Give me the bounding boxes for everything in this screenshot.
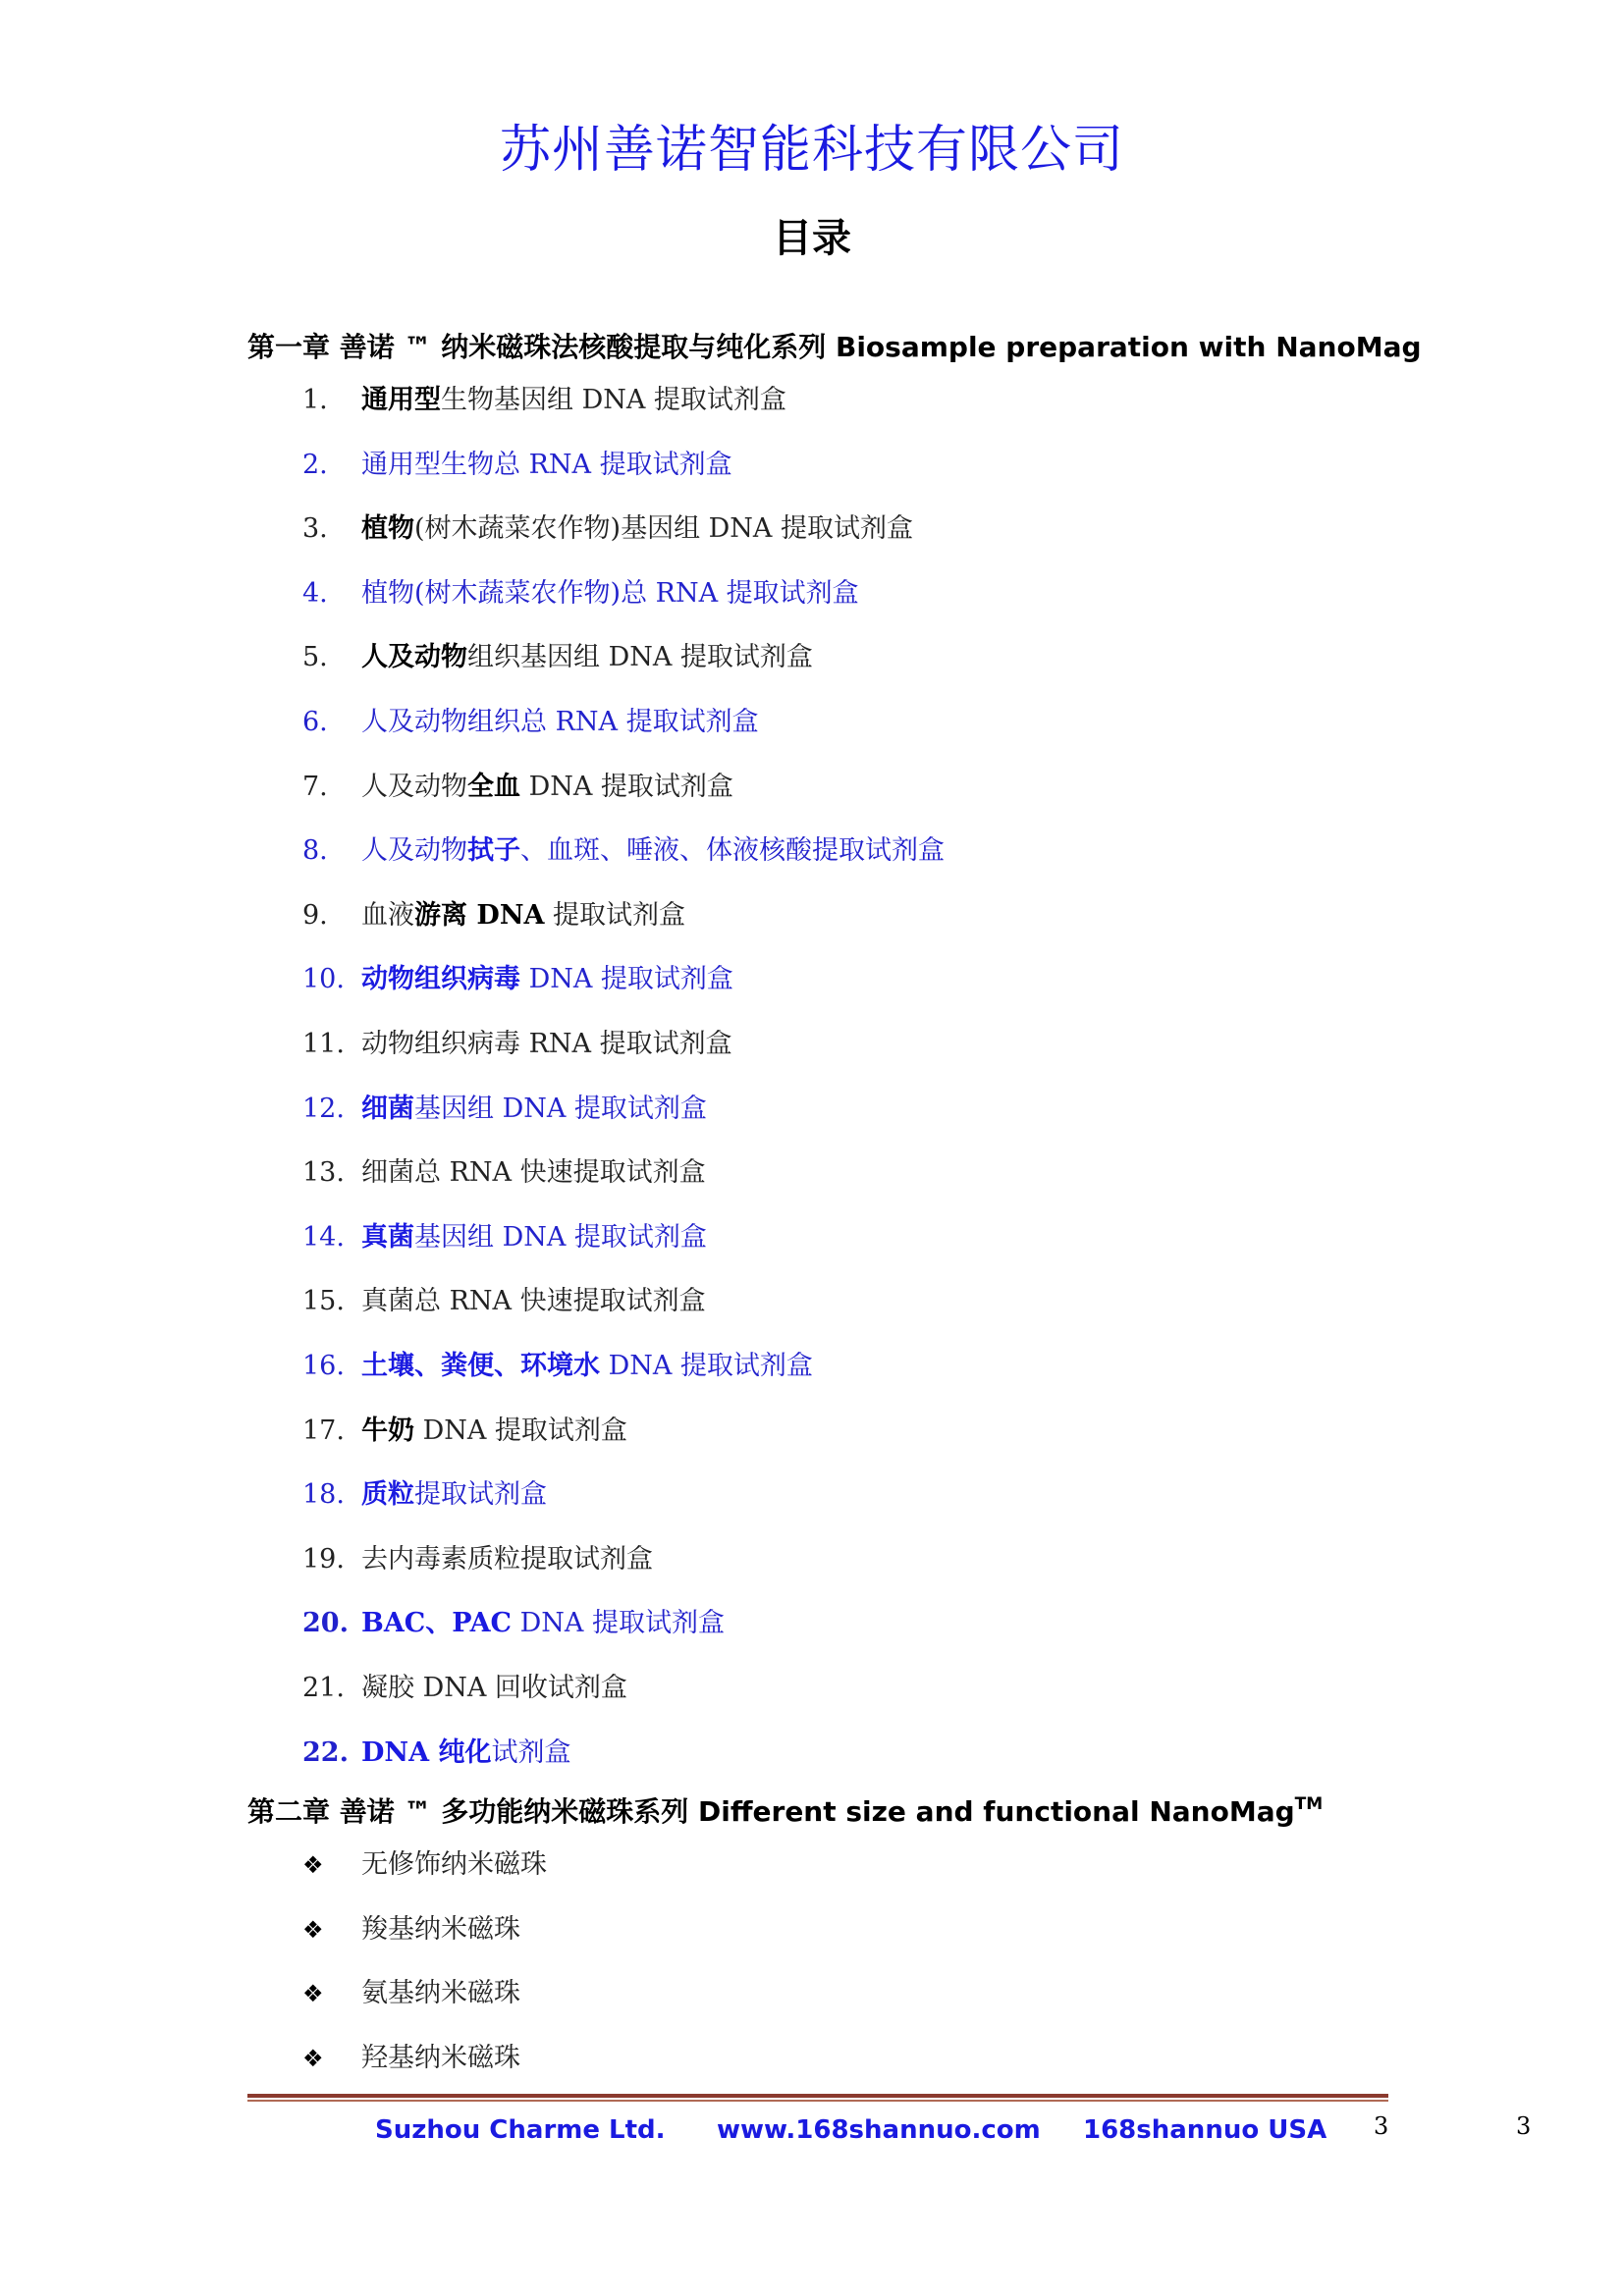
bullet-item[interactable] [302,1908,520,1951]
toc-item-label: 真菌总 RNA 快速提取试剂盒 [361,1286,706,1316]
toc-item-number: 15. [302,1286,345,1316]
toc-item-emphasis: 动物组织病毒 [361,964,520,994]
diamond-bullet-icon: ❖ [302,2045,324,2072]
company-name: 苏州善诺智能科技有限公司 [499,121,1124,180]
toc-item[interactable] [302,1345,813,1388]
toc-item-label: 通用型生物总 RNA 提取试剂盒 [361,450,732,480]
toc-item[interactable] [302,1538,653,1581]
chapter-2-title: 多功能纳米磁珠系列 Different size and functional NanoMag [431,1795,1295,1828]
diamond-bullet-icon: ❖ [302,1980,324,2007]
toc-item-prefix: 血液 [361,900,414,931]
toc-item-number: 12. [302,1094,345,1124]
footer-website[interactable]: www.168shannuo.com [717,2115,1041,2145]
bullet-item[interactable] [302,2037,520,2080]
chapter-1-title: 纳米磁珠法核酸提取与纯化系列 Biosample preparation with NanoMag [431,331,1422,363]
chapter-1-heading [247,328,1422,367]
toc-item[interactable] [302,1088,707,1131]
toc-item-emphasis: DNA 纯化 [361,1737,492,1768]
toc-item[interactable] [302,507,913,551]
toc-item-label: DNA 提取试剂盒 [600,1351,813,1381]
chapter-1-tm: ™ [404,331,432,363]
toc-item-label: 人及动物组织总 RNA 提取试剂盒 [361,707,759,737]
footer-usa: 168shannuo USA [1083,2115,1327,2145]
toc-item-emphasis: BAC、PAC [361,1608,513,1638]
toc-item[interactable] [302,572,859,615]
toc-item-number: 10. [302,964,345,994]
toc-item-emphasis: 全血 [467,772,520,802]
toc-item-label: 试剂盒 [491,1737,571,1768]
toc-item-label: DNA 提取试剂盒 [520,772,733,802]
toc-item-emphasis: 质粒 [361,1479,414,1510]
toc-item-label: 基因组 DNA 提取试剂盒 [414,1222,707,1253]
bullet-item-label: 氨基纳米磁珠 [361,1978,520,2008]
toc-item[interactable] [302,379,786,422]
toc-item[interactable] [302,894,685,937]
toc-item-label: 组织基因组 DNA 提取试剂盒 [467,642,813,672]
toc-item-number: 20. [302,1608,349,1638]
toc-item-emphasis: 拭子 [467,835,520,866]
toc-item-number: 17. [302,1415,345,1446]
diamond-bullet-icon: ❖ [302,1851,324,1879]
toc-item[interactable] [302,636,813,679]
bullet-item-label: 羟基纳米磁珠 [361,2043,520,2073]
toc-item-number: 8. [302,835,328,866]
toc-item[interactable] [302,958,733,1001]
toc-item[interactable] [302,829,945,873]
toc-item[interactable] [302,1667,627,1710]
bullet-item-label: 无修饰纳米磁珠 [361,1849,547,1880]
toc-item-number: 13. [302,1157,345,1188]
toc-item-number: 4. [302,578,328,609]
toc-item-emphasis: 植物 [361,513,414,544]
toc-item-number: 16. [302,1351,345,1381]
chapter-2-sup: TM [1294,1794,1324,1814]
footer-company: Suzhou Charme Ltd. [375,2115,666,2145]
toc-item-prefix: 人及动物 [361,835,467,866]
toc-item[interactable] [302,701,759,744]
toc-item-emphasis: 牛奶 [361,1415,414,1446]
toc-item-label: 提取试剂盒 [414,1479,547,1510]
toc-item-label: 生物基因组 DNA 提取试剂盒 [441,385,786,415]
bullet-item[interactable] [302,1843,547,1887]
toc-item-label: 植物(树木蔬菜农作物)总 RNA 提取试剂盒 [361,578,859,609]
toc-item-label: DNA 提取试剂盒 [512,1608,725,1638]
diamond-bullet-icon: ❖ [302,1916,324,1944]
toc-item-label: DNA 提取试剂盒 [414,1415,627,1446]
toc-item-number: 9. [302,900,328,931]
toc-title: 目录 [773,216,851,261]
toc-item-number: 19. [302,1544,345,1575]
toc-item-number: 11. [302,1029,345,1059]
toc-item-number: 1. [302,385,328,415]
toc-item[interactable] [302,1410,627,1453]
toc-item-emphasis: 土壤、粪便、环境水 [361,1351,600,1381]
bullet-item-label: 羧基纳米磁珠 [361,1914,520,1945]
footer-rule [247,2094,1388,2098]
toc-item-label: 、血斑、唾液、体液核酸提取试剂盒 [520,835,945,866]
toc-item-label: 细菌总 RNA 快速提取试剂盒 [361,1157,706,1188]
toc-item-label: 动物组织病毒 RNA 提取试剂盒 [361,1029,732,1059]
chapter-1-prefix: 第一章 善诺 [247,331,405,363]
toc-item[interactable] [302,1602,725,1645]
toc-item-label: DNA 提取试剂盒 [520,964,733,994]
chapter-2-heading [247,1792,1323,1832]
toc-item-number: 6. [302,707,328,737]
toc-item-emphasis: 游离 DNA [414,900,545,931]
toc-item-label: 基因组 DNA 提取试剂盒 [414,1094,707,1124]
toc-item-emphasis: 通用型 [361,385,441,415]
chapter-2-prefix: 第二章 善诺 [247,1795,405,1828]
toc-item-number: 14. [302,1222,345,1253]
toc-item-label: 去内毒素质粒提取试剂盒 [361,1544,653,1575]
chapter-2-tm: ™ [404,1795,432,1828]
toc-item[interactable] [302,1280,706,1323]
toc-item[interactable] [302,1023,732,1066]
toc-item-label: (树木蔬菜农作物)基因组 DNA 提取试剂盒 [414,513,914,544]
page-number-outer: 3 [1516,2112,1532,2140]
toc-item-emphasis: 细菌 [361,1094,414,1124]
toc-item-emphasis: 人及动物 [361,642,467,672]
toc-item-label: 提取试剂盒 [544,900,686,931]
page-number-inner: 3 [1374,2112,1389,2140]
toc-item-number: 21. [302,1673,345,1703]
toc-item[interactable] [302,766,733,809]
toc-item[interactable] [302,1151,706,1195]
toc-item-number: 7. [302,772,328,802]
footer-rule-thin [247,2100,1388,2102]
toc-item-emphasis: 真菌 [361,1222,414,1253]
toc-item-number: 5. [302,642,328,672]
toc-item[interactable] [302,444,732,487]
toc-item[interactable] [302,1216,707,1259]
toc-item-number: 3. [302,513,328,544]
toc-item-label: 凝胶 DNA 回收试剂盒 [361,1673,627,1703]
toc-item-prefix: 人及动物 [361,772,467,802]
toc-item-number: 18. [302,1479,345,1510]
toc-item-number: 22. [302,1737,349,1768]
toc-item[interactable] [302,1732,570,1775]
toc-item-number: 2. [302,450,328,480]
toc-item[interactable] [302,1473,547,1517]
bullet-item[interactable] [302,1972,520,2015]
